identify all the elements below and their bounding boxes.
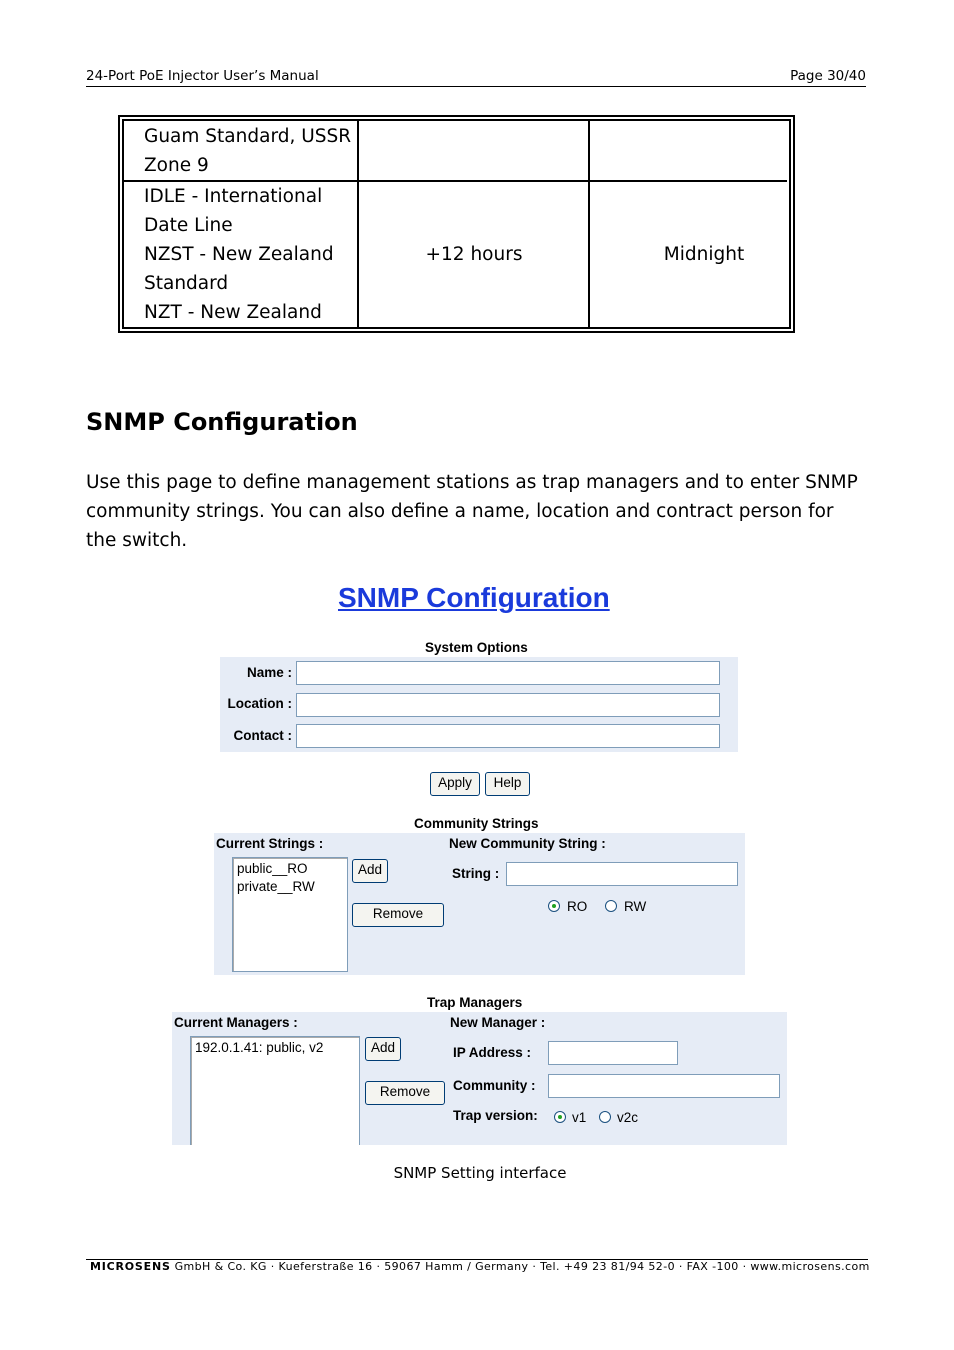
- apply-button[interactable]: Apply: [430, 772, 480, 796]
- rw-radio-label: RW: [624, 899, 647, 914]
- timezone-col-divider-1: [357, 121, 359, 327]
- v2c-radio[interactable]: [599, 1111, 611, 1123]
- zone-line: NZT - New Zealand: [144, 302, 322, 323]
- timezone-row1-zone: [144, 122, 354, 180]
- trap-version-label: Trap version:: [453, 1108, 538, 1123]
- list-item[interactable]: public__RO: [237, 861, 308, 876]
- manual-title: 24-Port PoE Injector User’s Manual: [86, 68, 319, 84]
- current-strings-listbox[interactable]: [232, 857, 348, 972]
- name-label: Name :: [246, 665, 292, 680]
- contact-input[interactable]: [296, 724, 720, 748]
- ro-radio-label: RO: [567, 899, 588, 914]
- footer: [90, 1260, 870, 1273]
- new-manager-label: New Manager :: [450, 1015, 546, 1030]
- contact-label: Contact :: [233, 728, 292, 743]
- string-input[interactable]: [506, 862, 738, 886]
- zone-line: Date Line: [144, 215, 233, 236]
- community-input[interactable]: [548, 1074, 780, 1098]
- zone-line: Guam Standard, USSR: [144, 126, 352, 147]
- string-label: String :: [452, 866, 500, 881]
- snmp-page-title: SNMP Configuration: [338, 582, 610, 613]
- help-button[interactable]: Help: [485, 772, 530, 796]
- v1-radio-label: v1: [572, 1110, 587, 1125]
- remove-string-button[interactable]: Remove: [352, 903, 444, 927]
- figure-caption: SNMP Setting interface: [393, 1164, 567, 1182]
- zone-line: IDLE - International: [144, 186, 323, 207]
- v2c-radio-label: v2c: [617, 1110, 639, 1125]
- community-label: Community :: [453, 1078, 536, 1093]
- timezone-col-divider-2: [588, 121, 590, 327]
- footer-company: MICROSENS: [90, 1260, 171, 1273]
- remove-manager-button[interactable]: Remove: [365, 1081, 445, 1105]
- trap-managers-heading: Trap Managers: [427, 995, 523, 1010]
- current-strings-label: Current Strings :: [216, 836, 324, 851]
- header-rule: [86, 86, 866, 87]
- footer-text: GmbH & Co. KG · Kueferstraße 16 · 59067 Hamm / Germany · Tel. +49 23 81/94 52-0 · FAX -100 · www.microsens.com: [170, 1260, 870, 1273]
- ip-address-input[interactable]: [548, 1041, 678, 1065]
- timezone-row2-time: Midnight: [663, 244, 745, 265]
- current-managers-label: Current Managers :: [174, 1015, 298, 1030]
- community-strings-heading: Community Strings: [414, 816, 539, 831]
- ro-radio[interactable]: [548, 900, 560, 912]
- add-manager-button[interactable]: Add: [365, 1037, 401, 1061]
- section-body: Use this page to define management stations as trap managers and to enter SNMP community strings. You can also define a name, location and contract person for the switch.: [86, 472, 858, 551]
- list-item[interactable]: 192.0.1.41: public, v2: [195, 1040, 324, 1055]
- location-label: Location :: [227, 696, 292, 711]
- timezone-row2-zone: [144, 182, 354, 327]
- page-number: Page 30/40: [790, 68, 866, 84]
- list-item[interactable]: private__RW: [237, 879, 315, 894]
- current-managers-listbox[interactable]: [190, 1036, 360, 1145]
- name-input[interactable]: [296, 661, 720, 685]
- new-community-string-label: New Community String :: [449, 836, 606, 851]
- ip-address-label: IP Address :: [453, 1045, 532, 1060]
- timezone-row2-offset: +12 hours: [425, 244, 523, 265]
- add-string-button[interactable]: Add: [352, 859, 388, 883]
- system-options-heading: System Options: [425, 640, 528, 655]
- section-title: SNMP Configuration: [86, 408, 358, 436]
- zone-line: NZST - New Zealand: [144, 244, 334, 265]
- zone-line: Zone 9: [144, 155, 209, 176]
- location-input[interactable]: [296, 693, 720, 717]
- zone-line: Standard: [144, 273, 229, 294]
- rw-radio[interactable]: [605, 900, 617, 912]
- v1-radio[interactable]: [554, 1111, 566, 1123]
